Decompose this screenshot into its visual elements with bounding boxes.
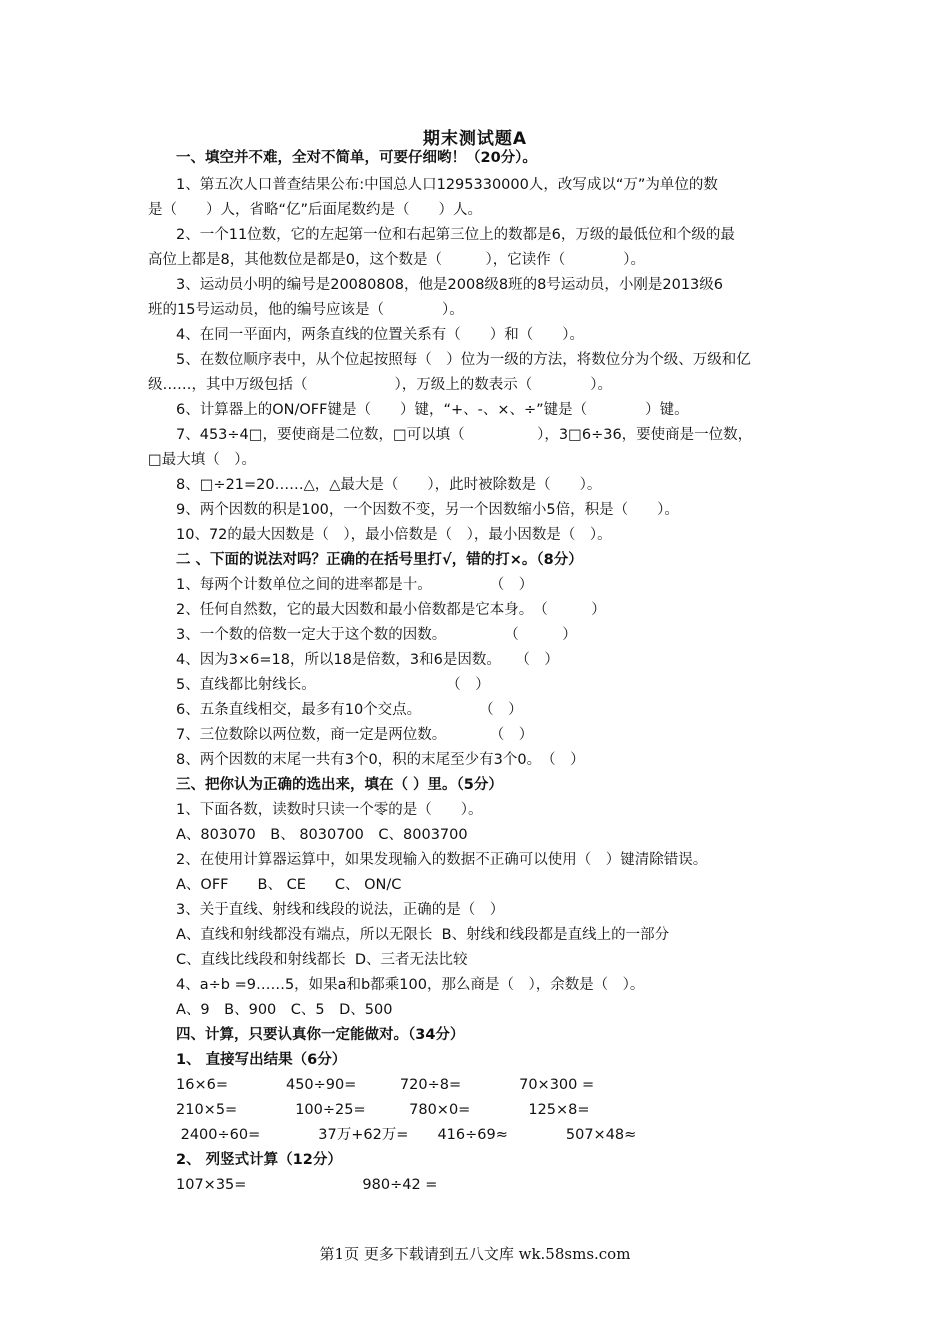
question-line: 4、在同一平面内，两条直线的位置关系有（ ）和（ ）。 (176, 327, 584, 343)
question-line: 5、直线都比射线长。 （ ） (176, 677, 490, 693)
question-line: 高位上都是8，其他数位是都是0，这个数是（ ），它读作（ ）。 (148, 252, 645, 268)
question-line: 10、72的最大因数是（ ），最小倍数是（ ），最小因数是（ ）。 (176, 527, 612, 543)
options-line: A、9 B、900 C、5 D、500 (176, 1002, 393, 1018)
question-line: 4、因为3×6=18，所以18是倍数，3和6是因数。 （ ） (176, 652, 559, 668)
question-line: 4、a÷b =9……5，如果a和b都乘100，那么商是（ ），余数是（ ）。 (176, 977, 645, 993)
section-1-heading: 一、填空并不难，全对不简单，可要仔细哟！（20分）。 (176, 150, 537, 166)
subsection-heading: 1、 直接写出结果（6分） (176, 1052, 347, 1068)
options-line: C、直线比线段和射线都长 D、三者无法比较 (176, 952, 468, 968)
calc-line: 16×6= 450÷90= 720÷8= 70×300 = (176, 1077, 595, 1093)
question-line: 8、两个因数的末尾一共有3个0，积的末尾至少有3个0。 （ ） (176, 752, 585, 768)
question-line: 3、一个数的倍数一定大于这个数的因数。 （ ） (176, 627, 577, 643)
question-line: □最大填（ ）。 (148, 452, 256, 468)
subsection-heading: 2、 列竖式计算（12分） (176, 1152, 342, 1168)
question-line: 3、关于直线、射线和线段的说法，正确的是（ ） (176, 902, 505, 918)
calc-line: 107×35= 980÷42 = (176, 1177, 438, 1193)
options-line: A、直线和射线都没有端点，所以无限长 B、射线和线段都是直线上的一部分 (176, 927, 670, 943)
options-line: A、OFF B、 CE C、 ON/C (176, 877, 402, 893)
question-line: 1、每两个计数单位之间的进率都是十。 （ ） (176, 577, 534, 593)
question-line: 8、□÷21=20……△，△最大是（ ），此时被除数是（ ）。 (176, 477, 602, 493)
question-line: 1、下面各数，读数时只读一个零的是（ ）。 (176, 802, 483, 818)
question-line: 1、第五次人口普查结果公布:中国总人口1295330000人，改写成以“万”为单位的数 (176, 177, 718, 193)
calc-line: 210×5= 100÷25= 780×0= 125×8= (176, 1102, 590, 1118)
question-line: 5、在数位顺序表中，从个位起按照每（ ）位为一级的方法，将数位分为个级、万级和亿 (176, 352, 751, 368)
question-line: 2、一个11位数，它的左起第一位和右起第三位上的数都是6，万级的最低位和个级的最 (176, 227, 735, 243)
question-line: 3、运动员小明的编号是20080808，他是2008级8班的8号运动员，小刚是2013级6 (176, 277, 724, 293)
question-line: 是（ ）人，省略“亿”后面尾数约是（ ）人。 (148, 202, 483, 218)
question-line: 7、三位数除以两位数，商一定是两位数。 （ ） (176, 727, 534, 743)
question-line: 9、两个因数的积是100，一个因数不变，另一个因数缩小5倍，积是（ ）。 (176, 502, 679, 518)
section-2-heading: 二 、下面的说法对吗？正确的在括号里打√，错的打×。（8分） (176, 552, 583, 568)
question-line: 2、任何自然数，它的最大因数和最小倍数都是它本身。 （ ） (176, 602, 606, 618)
section-4-heading: 四、计算，只要认真你一定能做对。（34分） (176, 1027, 465, 1043)
question-line: 7、453÷4□，要使商是二位数，□可以填（ ），3□6÷36，要使商是一位数， (176, 427, 753, 443)
page-footer: 第1页 更多下载请到五八文库 wk.58sms.com (319, 1245, 631, 1263)
question-line: 6、计算器上的ON/OFF键是（ ）键，“+、-、×、÷”键是（ ）键。 (176, 402, 689, 418)
question-line: 2、在使用计算器运算中，如果发现输入的数据不正确可以使用（ ）键清除错误。 (176, 852, 708, 868)
options-line: A、803070 B、 8030700 C、8003700 (176, 827, 468, 843)
calc-line: 2400÷60= 37万+62万= 416÷69≈ 507×48≈ (176, 1127, 637, 1143)
page-title: 期末测试题A (422, 129, 528, 149)
question-line: 班的15号运动员，他的编号应该是（ ）。 (148, 302, 464, 318)
question-line: 6、五条直线相交，最多有10个交点。 （ ） (176, 702, 523, 718)
section-3-heading: 三、把你认为正确的选出来，填在（ ）里。（5分） (176, 777, 503, 793)
question-line: 级……，其中万级包括（ ），万级上的数表示（ ）。 (148, 377, 612, 393)
